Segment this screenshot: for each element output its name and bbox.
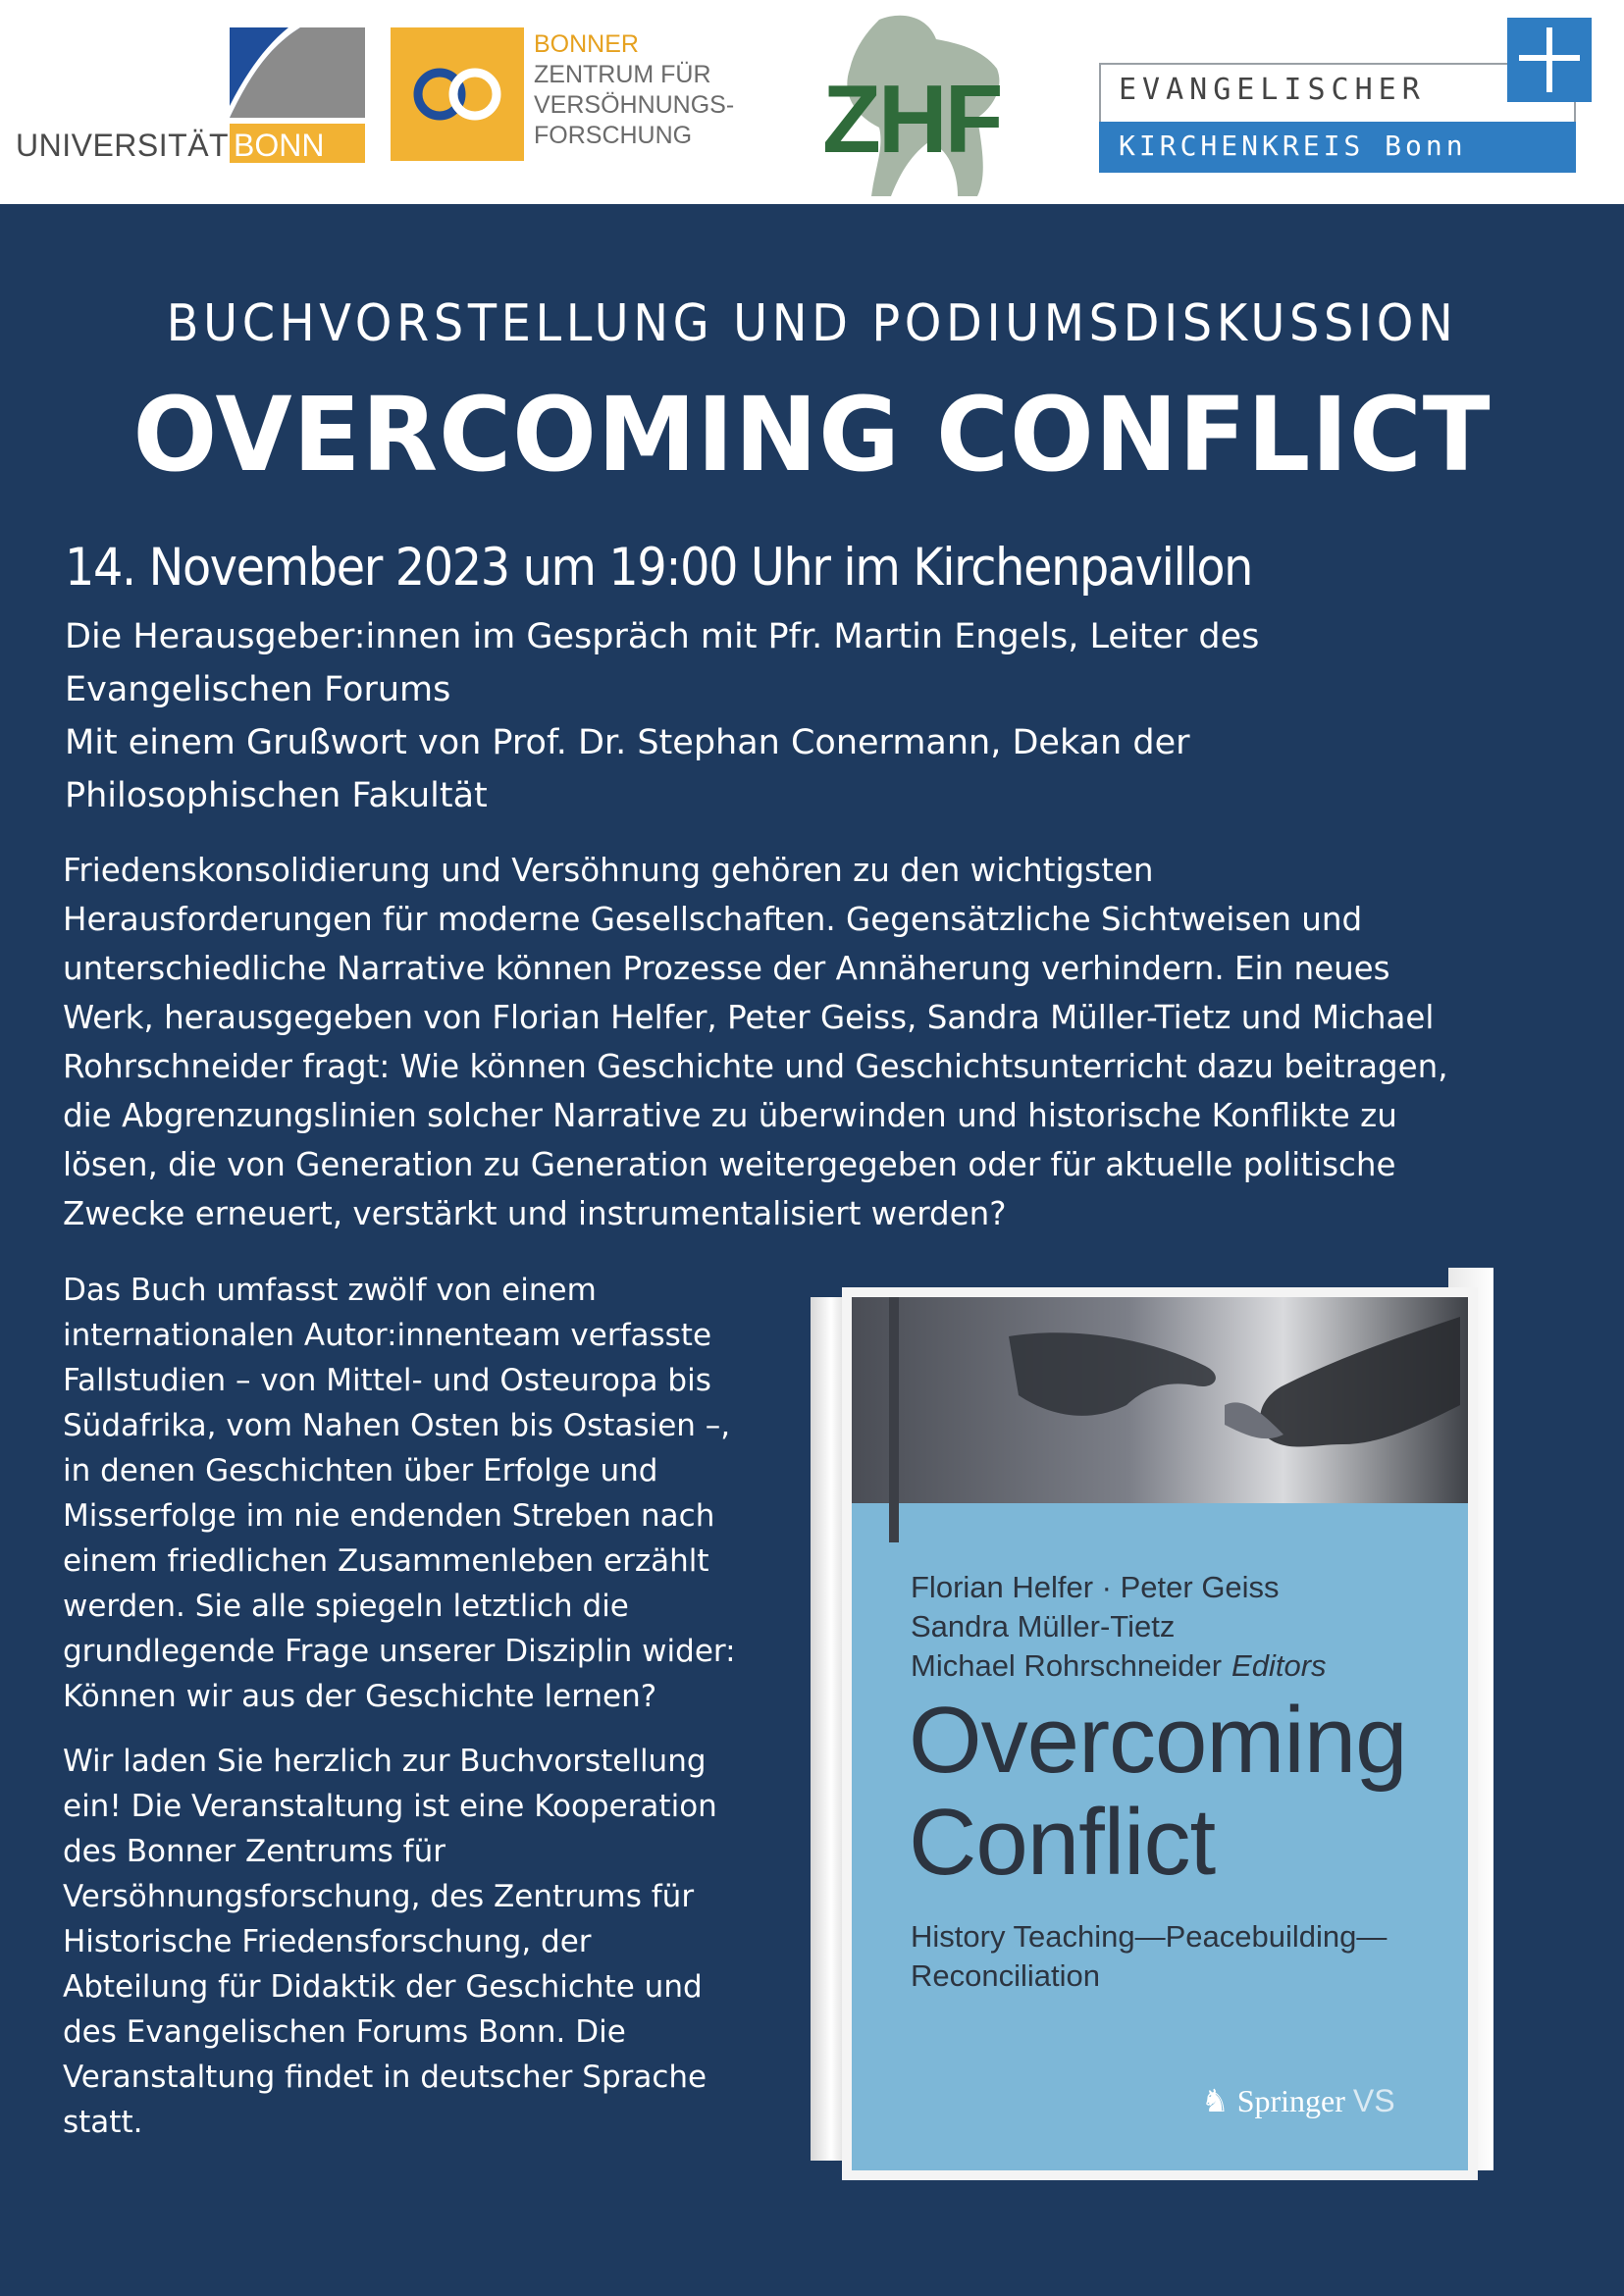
event-date: 14. November 2023 um 19:00 Uhr im Kirchenpavillon — [65, 538, 1253, 598]
cross-icon — [1507, 18, 1592, 102]
bonn-text: BONN — [234, 128, 325, 163]
paragraph-line: in denen Geschichten über Erfolge und — [63, 1453, 658, 1488]
paragraph-line: einem friedlichen Zusammenleben erzählt — [63, 1543, 709, 1579]
kirchenkreis-logo — [1099, 18, 1590, 173]
paragraph-line: Wir laden Sie herzlich zur Buchvorstellung — [63, 1744, 707, 1779]
book-subtitle-line: History Teaching—Peacebuilding— — [911, 1919, 1388, 1954]
book-author-name: Michael Rohrschneider — [911, 1648, 1223, 1683]
paragraph-line: Das Buch umfasst zwölf von einem — [63, 1273, 597, 1308]
cover-accent-bar — [889, 1297, 899, 1542]
book-subtitle — [911, 1917, 1387, 1996]
editors-label: Editors — [1231, 1648, 1327, 1683]
infinity-icon — [391, 27, 524, 161]
publisher-name: Springer — [1236, 2083, 1345, 2118]
intro-line: Rohrschneider fragt: Wie können Geschichte und Geschichtsunterricht dazu beitragen, — [63, 1048, 1448, 1085]
intro-line: Herausforderungen für moderne Gesellschaften. Gegensätzliche Sichtweisen und — [63, 901, 1363, 938]
book-author-line: Florian Helfer · Peter Geiss — [911, 1570, 1280, 1604]
book-cover — [852, 1297, 1468, 2170]
book-title — [909, 1690, 1407, 1894]
bonner-zentrum-text — [534, 29, 734, 151]
event-subtitle: BUCHVORSTELLUNG UND PODIUMSDISKUSSION — [166, 294, 1458, 353]
book-author-line — [911, 1646, 1327, 1686]
paragraph-line: Misserfolge im nie endenden Streben nach — [63, 1498, 715, 1534]
paragraph-line: Südafrika, vom Nahen Osten bis Ostasien –, — [63, 1408, 731, 1443]
event-detail-line: Philosophischen Fakultät — [65, 776, 488, 815]
book-title-line: Conflict — [909, 1790, 1216, 1895]
event-detail-line: Evangelischen Forums — [65, 670, 451, 709]
paragraph-line: werden. Sie alle spiegeln letztlich die — [63, 1589, 629, 1624]
zhf-text: ZHF — [822, 65, 1001, 173]
paragraph-line: internationalen Autor:innenteam verfasste — [63, 1318, 712, 1353]
event-title: OVERCOMING CONFLICT — [132, 375, 1492, 495]
intro-paragraph — [63, 846, 1574, 1238]
intro-line: unterschiedliche Narrative können Prozesse der Annäherung verhindern. Ein neues — [63, 950, 1390, 987]
paragraph-line: Veranstaltung findet in deutscher Sprache — [63, 2060, 707, 2095]
book-spine — [811, 1297, 852, 2161]
book-cover-image — [811, 1268, 1517, 2180]
universitaet-text: UNIVERSITÄT — [16, 128, 230, 163]
intro-line: die Abgrenzungslinien solcher Narrative zu überwinden und historische Konflikte zu — [63, 1097, 1397, 1134]
paragraph-line: Abteilung für Didaktik der Geschichte und — [63, 1969, 703, 2005]
springer-horse-icon: ♞ — [1201, 2083, 1230, 2118]
kirchenkreis-text: KIRCHENKREIS Bonn — [1119, 130, 1467, 162]
bonner-zentrum-logo — [391, 27, 744, 165]
book-authors — [911, 1568, 1327, 1686]
zhf-logo — [811, 10, 1026, 201]
intro-line: Werk, herausgegeben von Florian Helfer, Peter Geiss, Sandra Müller-Tietz und Michael — [63, 999, 1435, 1036]
universitaet-bonn-logo — [16, 27, 365, 165]
paragraph-line: statt. — [63, 2105, 143, 2140]
paragraph-line: Können wir aus der Geschichte lernen? — [63, 1679, 657, 1714]
event-detail-line: Die Herausgeber:innen im Gespräch mit Pfr. Martin Engels, Leiter des — [65, 617, 1260, 656]
intro-line: Friedenskonsolidierung und Versöhnung gehören zu den wichtigsten — [63, 852, 1154, 889]
paragraph-line: Fallstudien – von Mittel- und Osteuropa bis — [63, 1363, 711, 1398]
bzvf-line2: ZENTRUM FÜR — [534, 61, 711, 88]
logo-header — [0, 0, 1624, 204]
evangelischer-text: EVANGELISCHER — [1119, 73, 1426, 107]
event-detail-line: Mit einem Grußwort von Prof. Dr. Stephan Conermann, Dekan der — [65, 723, 1190, 762]
paragraph-line: des Evangelischen Forums Bonn. Die — [63, 2014, 626, 2050]
publisher-logo — [1201, 2082, 1395, 2119]
publisher-suffix: VS — [1352, 2083, 1395, 2118]
hands-photo — [852, 1297, 1468, 1503]
book-author-line: Sandra Müller-Tietz — [911, 1609, 1176, 1644]
paragraph-line: des Bonner Zentrums für — [63, 1834, 445, 1869]
book-subtitle-line: Reconciliation — [911, 1958, 1100, 1993]
paragraph-line: Versöhnungsforschung, des Zentrums für — [63, 1879, 695, 1914]
hands-illustration — [852, 1297, 1468, 1503]
bzvf-line1: BONNER — [534, 30, 639, 58]
intro-line: Zwecke erneuert, verstärkt und instrumentalisiert werden? — [63, 1195, 1007, 1232]
paragraph-line: Historische Friedensforschung, der — [63, 1924, 592, 1959]
event-details — [65, 610, 1556, 822]
book-title-line: Overcoming — [909, 1688, 1407, 1793]
invitation-paragraph — [63, 1739, 789, 2145]
bzvf-line3: VERSÖHNUNGS- — [534, 91, 735, 119]
paragraph-line: grundlegende Frage unserer Disziplin wider: — [63, 1634, 736, 1669]
paragraph-line: ein! Die Veranstaltung ist eine Kooperation — [63, 1789, 717, 1824]
universitaet-bonn-mark — [230, 27, 365, 118]
intro-line: lösen, die von Generation zu Generation weitergegeben oder für aktuelle politische — [63, 1146, 1396, 1183]
book-description-paragraph — [63, 1268, 789, 1719]
bzvf-line4: FORSCHUNG — [534, 122, 693, 149]
